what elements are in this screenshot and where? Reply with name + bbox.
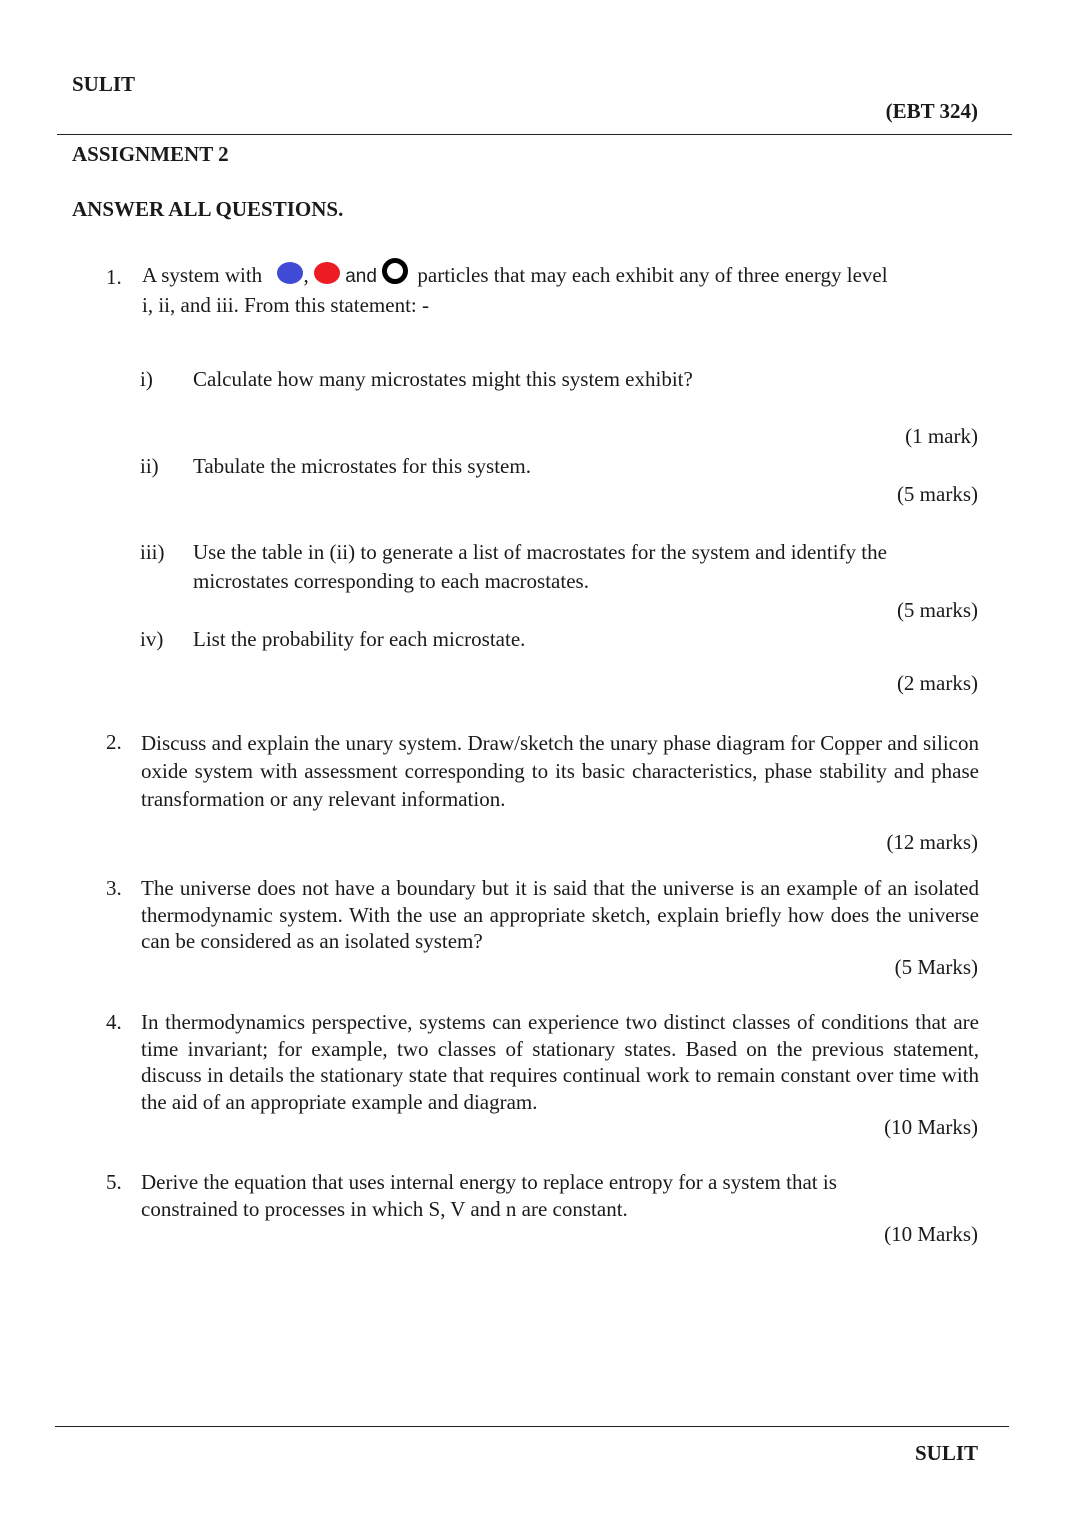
q1-part-ii-text: Tabulate the microstates for this system. <box>193 454 531 478</box>
q3-text: The universe does not have a boundary but it is said that the universe is an example of an isolated thermodynamic system. With the use an appropriate sketch, explain briefly how does the universe can be considered as an isolated system? <box>141 876 979 953</box>
q1-part-i-label: i) <box>140 367 153 391</box>
q5-marks: (10 Marks) <box>884 1222 978 1246</box>
q1-and-word: and <box>345 266 377 287</box>
q1-line1 <box>142 258 888 290</box>
instruction: ANSWER ALL QUESTIONS. <box>72 197 344 221</box>
q1-line2: i, ii, and iii. From this statement: - <box>142 293 429 317</box>
assignment-title: ASSIGNMENT 2 <box>72 142 229 166</box>
q1-number: 1. <box>106 265 122 289</box>
q1-part-iii-label: iii) <box>140 540 165 564</box>
footer-divider <box>55 1426 1009 1427</box>
q1-part-iv-marks: (2 marks) <box>896 671 978 695</box>
q1-text-after: particles that may each exhibit any of three energy level <box>417 263 888 287</box>
red-particle-icon <box>314 262 340 290</box>
header-divider <box>57 134 1012 135</box>
q2-marks: (12 marks) <box>886 830 978 854</box>
q5-line1: Derive the equation that uses internal energy to replace entropy for a system that is <box>141 1170 837 1194</box>
q3-number: 3. <box>106 876 122 900</box>
header-sulit: SULIT <box>72 72 136 96</box>
q1-comma: , <box>303 263 309 287</box>
q3-marks: (5 Marks) <box>894 955 978 979</box>
q4-number: 4. <box>106 1010 122 1034</box>
q1-part-iii-line2: microstates corresponding to each macrostates. <box>193 569 589 593</box>
footer-sulit: SULIT <box>914 1441 978 1465</box>
q5-line2: constrained to processes in which S, V and n are constant. <box>141 1197 628 1221</box>
q1-part-i-text: Calculate how many microstates might this system exhibit? <box>193 367 693 391</box>
ring-particle-icon <box>382 258 408 290</box>
blue-particle-icon <box>277 262 303 290</box>
q1-text-before: A system with <box>142 263 263 287</box>
q5-number: 5. <box>106 1170 122 1194</box>
q1-part-ii-label: ii) <box>140 454 159 478</box>
q2-text: Discuss and explain the unary system. Draw/sketch the unary phase diagram for Copper and silicon oxide system with assessment corresponding to its basic characteristics, phase stability and phase transformation or any relevant information. <box>141 731 979 811</box>
q1-part-iv-text: List the probability for each microstate. <box>193 627 526 651</box>
q2-number: 2. <box>106 730 122 754</box>
q4-marks: (10 Marks) <box>884 1115 978 1139</box>
q1-part-ii-marks: (5 marks) <box>896 482 978 506</box>
q1-part-i-marks: (1 mark) <box>905 424 978 448</box>
course-code: (EBT 324) <box>885 99 978 123</box>
q1-part-iii-marks: (5 marks) <box>896 598 978 622</box>
q4-text: In thermodynamics perspective, systems can experience two distinct classes of conditions that are time invariant; for example, two classes of stationary states. Based on the previous statement, discuss in details the stationary state that requires continual work to remain constant over time with the aid of an appropriate example and diagram. <box>141 1010 979 1114</box>
q1-part-iii-line1: Use the table in (ii) to generate a list of macrostates for the system and identify the <box>193 540 887 564</box>
q1-part-iv-label: iv) <box>140 627 164 651</box>
